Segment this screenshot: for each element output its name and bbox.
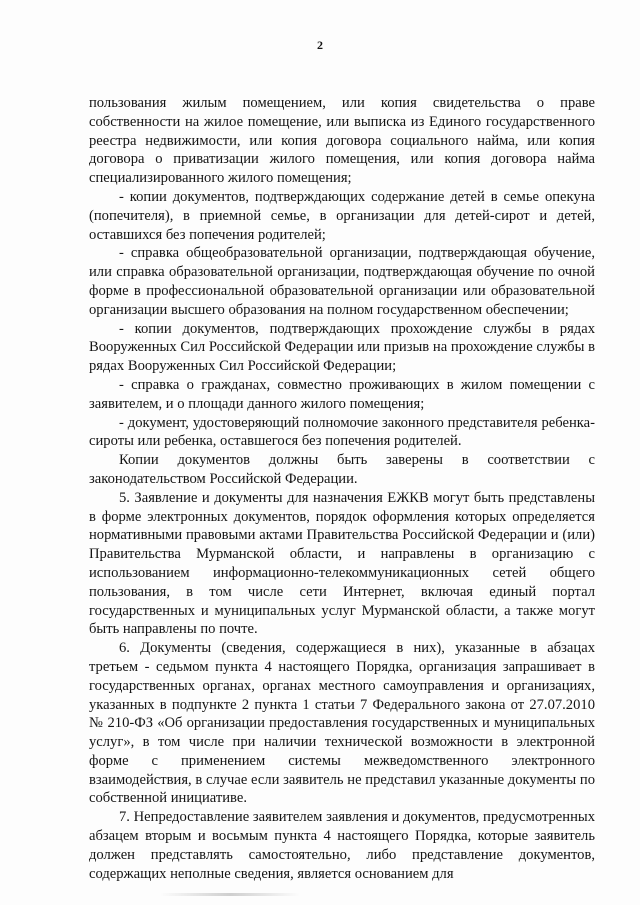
clause-6: 6. Документы (сведения, содержащиеся в них), указанные в абзацах третьем - седьмом пункта 4 настоящего Порядка, организация запрашивает в государственных органах, органах местного самоуправления и организациях, указанных в подпункте 2 пункта 1 статьи 7 Федерального закона от 27.07.2010 № 210-ФЗ «Об организации предоставления государственных и муниципальных услуг», в том числе при наличии технической возможности в электронной форме с применением системы межведомственного электронного взаимодействия, в случае если заявитель не представил указанные документы по собственной инициативе.	[89, 640, 595, 807]
list-item-education-certificate: - справка общеобразовательной организации, подтверждающая обучение, или справка образовательной организации, подтверждающая обучение по очной форме в профессиональной образовательной организации или образовательной организации высшего образования на полном государственном обеспечении;	[89, 245, 595, 318]
list-item-cohabitants-certificate: - справка о гражданах, совместно проживающих в жилом помещении с заявителем, и о площади данного жилого помещения;	[89, 376, 595, 412]
document-body	[89, 94, 595, 883]
list-item-representative-document: - документ, удостоверяющий полномочие законного представителя ребенка-сироты или ребенка, оставшегося без попечения родителей.	[89, 414, 595, 450]
page-number: 2	[317, 38, 323, 52]
list-item-military-service: - копии документов, подтверждающих прохождение службы в рядах Вооруженных Сил Российской Федерации или призыв на прохождение службы в рядах Вооруженных Сил Российской Федерации;	[89, 320, 595, 375]
paragraph-copies-certified: Копии документов должны быть заверены в соответствии с законодательством Российской Федерации.	[89, 452, 595, 487]
clause-5: 5. Заявление и документы для назначения ЕЖКВ могут быть представлены в форме электронных документов, порядок оформления которых определяется нормативными правовыми актами Правительства Российской Федерации и (или) Правительства Мурманской области, и направлены в организацию с использованием информационно-телекоммуникационных сетей общего пользования, в том числе сети Интернет, включая единый портал государственных и муниципальных услуг Мурманской области, а также могут быть направлены по почте.	[89, 489, 595, 638]
clause-7: 7. Непредоставление заявителем заявления и документов, предусмотренных абзацем вторым и восьмым пункта 4 настоящего Порядка, которые заявитель должен представлять самостоятельно, либо представление документов, содержащих неполные сведения, является основанием для	[89, 809, 595, 882]
scan-artifact	[160, 893, 300, 896]
paragraph-continuation: пользования жилым помещением, или копия свидетельства о праве собственности на жилое помещение, или выписка из Единого государственного реестра недвижимости, или копия договора социального найма, или копия договора о приватизации жилого помещения, или копия договора найма специализированного жилого помещения;	[89, 95, 595, 187]
list-item-guardian-documents: - копии документов, подтверждающих содержание детей в семье опекуна (попечителя), в приемной семье, в организации для детей-сирот и детей, оставшихся без попечения родителей;	[89, 188, 595, 243]
